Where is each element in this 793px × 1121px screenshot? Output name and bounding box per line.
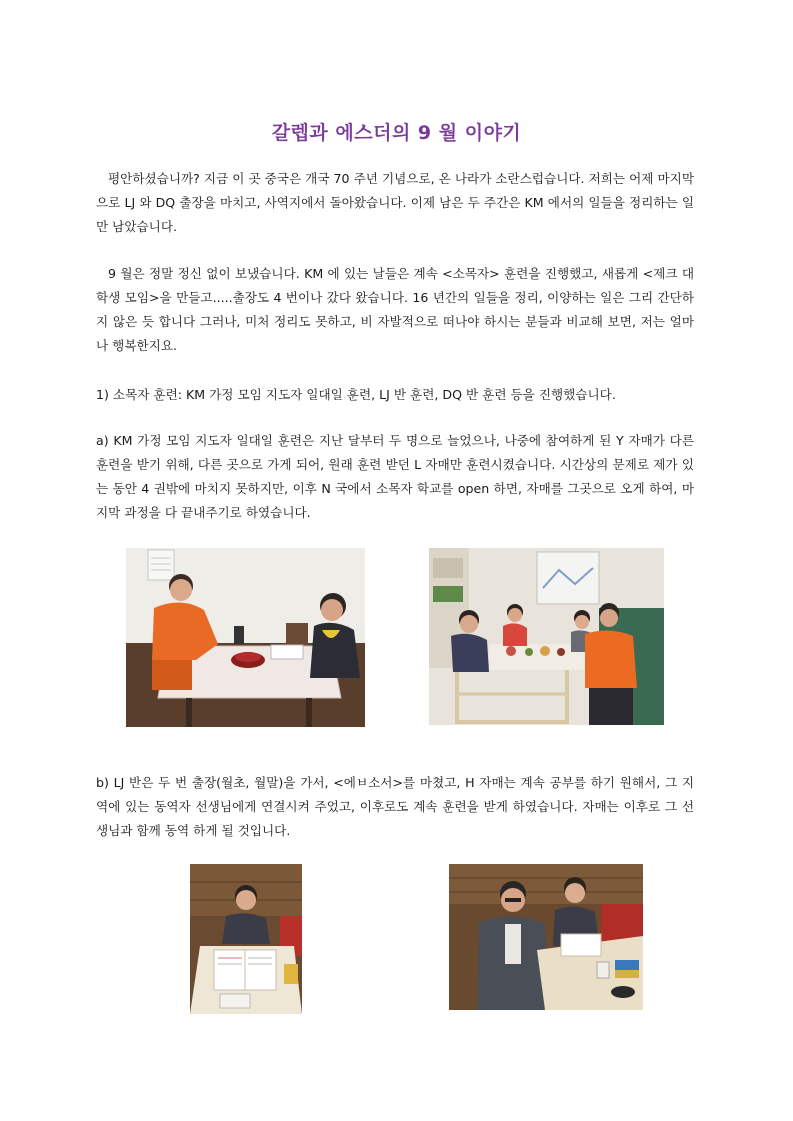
- photo-one-on-one-training: [126, 548, 365, 727]
- paragraph-km-training: a) KM 가정 모임 지도자 일대일 훈련은 지난 달부터 두 명으로 늘었으나, 나중에 참여하게 된 Y 자매가 다른 훈련을 받기 위해, 다른 곳으로 가게 되어, 원래 훈련 받던 L 자매만 훈련시켰습니다. 시간상의 문제로 제가 있는 동안 4 권밖에 마치지 못하지만, 이후 N 국에서 소목자 학교를 open 하면, 자매를 그곳으로 오게 하여, 마지막 과정을 다 끝내주기로 하였습니다.: [96, 433, 694, 520]
- paragraph-training-summary: 1) 소목자 훈련: KM 가정 모임 지도자 일대일 훈련, LJ 반 훈련, DQ 반 훈련 등을 진행했습니다.: [96, 387, 616, 402]
- paragraph-greeting: 평안하셨습니까? 지금 이 곳 중국은 개국 70 주년 기념으로, 온 나라가 소란스럽습니다. 저희는 어제 마지막으로 LJ 와 DQ 출장을 마치고, 사역지에서 돌아왔습니다. 이제 남은 두 주간은 KM 에서의 일들을 정리하는 일만 남았습니다.: [96, 171, 694, 234]
- paragraph-september: 9 월은 정말 정신 없이 보냈습니다. KM 에 있는 날들은 계속 <소목자> 훈련을 진행했고, 새롭게 <제크 대학생 모임>을 만들고.....출장도 4 번이나 갔다 왔습니다. 16 년간의 일들을 정리, 이양하는 일은 그리 간단하지 않은 듯 합니다 그러나, 미처 정리도 못하고, 비 자발적으로 떠나야 하시는 분들과 비교해 보면, 저는 얼마나 행복한지요.: [96, 266, 694, 353]
- paragraph-lj-training: b) LJ 반은 두 번 출장(월초, 월말)을 가서, <에ㅂ소서>를 마쳤고, H 자매는 계속 공부를 하기 원해서, 그 지역에 있는 동역자 선생님에게 연결시켜 주었고, 이후로도 계속 훈련을 받게 하였습니다. 자매는 이후로 그 선생님과 함께 동역 하게 될 것입니다.: [96, 775, 694, 838]
- photo-cafe-meeting: [449, 864, 643, 1010]
- page-title: 갈렙과 에스더의 9 월 이야기: [271, 122, 522, 144]
- photo-study-session: [190, 864, 302, 1014]
- photo-group-gathering: [429, 548, 664, 725]
